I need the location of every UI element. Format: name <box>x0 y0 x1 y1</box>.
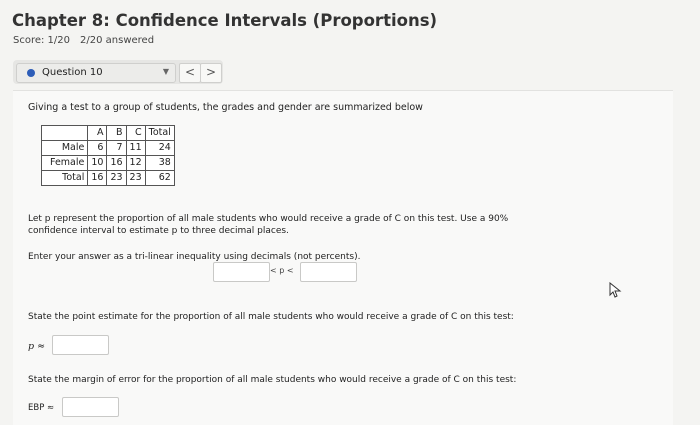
problem-intro: Giving a test to a group of students, the grades and gender are summarized below <box>28 102 423 113</box>
table-row-label: Female <box>42 156 88 171</box>
inequality-instructions: Enter your answer as a tri-linear inequality using decimals (not percents). <box>28 252 361 262</box>
table-cell: 16 <box>88 171 107 186</box>
margin-error-prompt: State the margin of error for the proportion of all male students who would receive a grade of C on this test: <box>28 375 517 385</box>
point-estimate-prompt: State the point estimate for the proportion of all male students who would receive a grade of C on this test: <box>28 312 514 322</box>
margin-error-input[interactable] <box>62 397 119 417</box>
table-cell: 62 <box>145 171 174 186</box>
point-estimate-input[interactable] <box>52 335 109 355</box>
table-cell: 38 <box>145 156 174 171</box>
chevron-down-icon: ▼ <box>162 67 169 76</box>
table-cell: 10 <box>88 156 107 171</box>
table-row <box>42 156 175 171</box>
p-approx-label: p ≈ <box>28 341 46 352</box>
table-cell: 16 <box>107 156 126 171</box>
table-header-cell <box>42 126 88 141</box>
table-row <box>42 171 175 186</box>
ebp-approx-label: EBP ≈ <box>28 403 55 413</box>
table-cell: 24 <box>145 141 174 156</box>
score-summary <box>13 35 154 46</box>
table-cell: 23 <box>107 171 126 186</box>
inequality-symbol: < p < <box>270 266 294 275</box>
table-header-cell: C <box>126 126 145 141</box>
page-title: Chapter 8: Confidence Intervals (Proportions) <box>12 11 438 30</box>
table-cell: 7 <box>107 141 126 156</box>
grades-table <box>41 125 175 186</box>
ci-prompt: Let p represent the proportion of all male students who would receive a grade of C on this test. Use a 90% confidence interval to estimate p to three decimal places. <box>28 214 509 236</box>
status-dot-icon <box>27 69 35 77</box>
table-cell: 6 <box>88 141 107 156</box>
score-text: Score: 1/20 <box>13 35 71 46</box>
previous-question-button[interactable]: < <box>179 63 201 83</box>
table-cell: 12 <box>126 156 145 171</box>
table-cell: 23 <box>126 171 145 186</box>
mouse-cursor-icon <box>609 282 623 298</box>
table-header-cell: A <box>88 126 107 141</box>
table-row-label: Male <box>42 141 88 156</box>
table-header-cell: B <box>107 126 126 141</box>
table-row-label: Total <box>42 171 88 186</box>
lower-bound-input[interactable] <box>213 262 270 282</box>
table-row <box>42 141 175 156</box>
question-select-label: Question 10 <box>42 67 103 78</box>
table-header-row <box>42 126 175 141</box>
question-select[interactable] <box>16 63 176 83</box>
table-header-cell: Total <box>145 126 174 141</box>
upper-bound-input[interactable] <box>300 262 357 282</box>
next-question-button[interactable]: > <box>200 63 222 83</box>
answered-count: 2/20 answered <box>80 35 155 46</box>
table-cell: 11 <box>126 141 145 156</box>
question-navigation <box>13 60 223 84</box>
